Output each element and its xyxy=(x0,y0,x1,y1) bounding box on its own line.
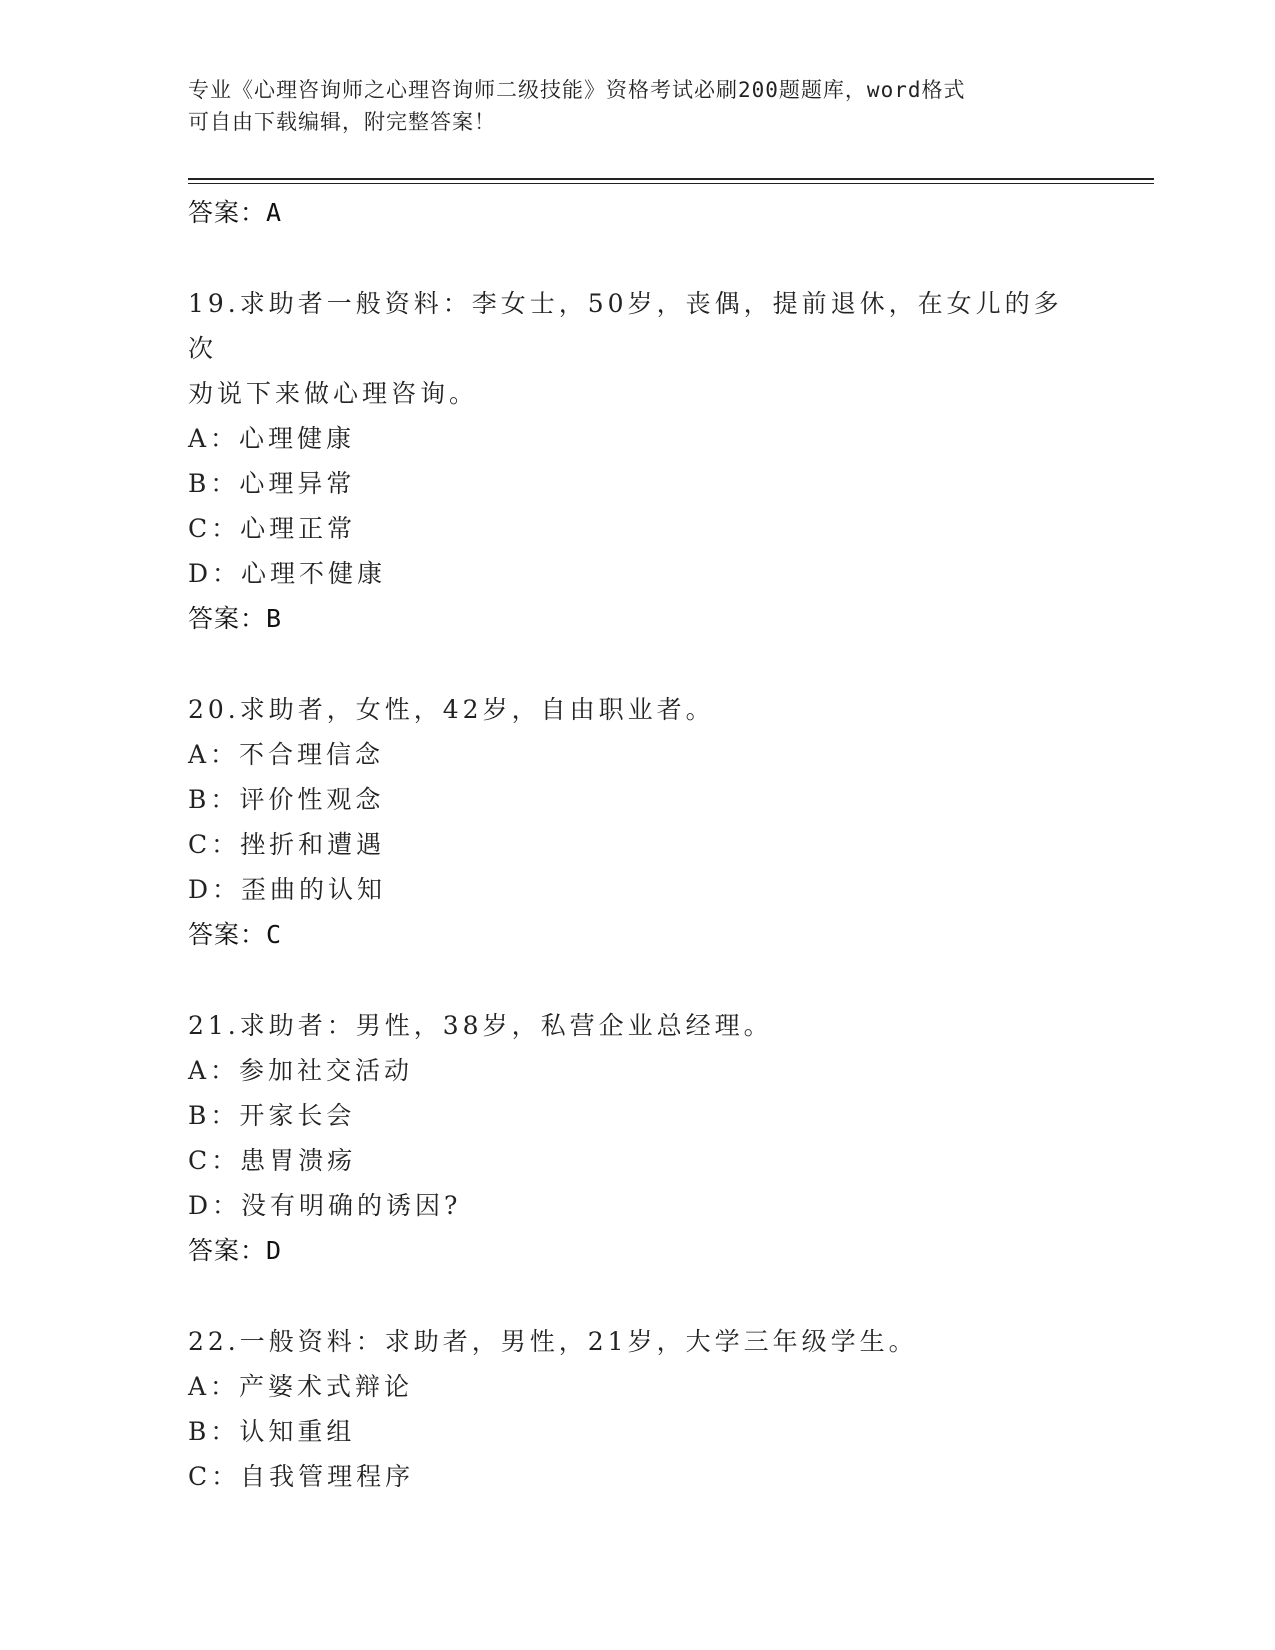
answer-line: 答案：D xyxy=(188,1236,283,1265)
header-line-2: 可自由下载编辑，附完整答案！ xyxy=(188,110,496,134)
header-rule-thick xyxy=(188,178,1154,180)
option-c: C：患胃溃疡 xyxy=(188,1146,357,1175)
answer-line: 答案：C xyxy=(188,920,283,949)
question-text: 19.求助者一般资料：李女士，50岁，丧偶，提前退休，在女儿的多次 xyxy=(188,289,1063,363)
answer-line: 答案：B xyxy=(188,604,283,633)
option-a: A：不合理信念 xyxy=(188,740,385,769)
question-19 xyxy=(188,281,1088,641)
option-c: C：挫折和遭遇 xyxy=(188,830,386,859)
option-d: D：没有明确的诱因? xyxy=(188,1191,462,1220)
option-b: B：认知重组 xyxy=(188,1417,356,1446)
question-text-cont: 劝说下来做心理咨询。 xyxy=(188,379,479,408)
option-a: A：心理健康 xyxy=(188,424,356,453)
option-d: D：心理不健康 xyxy=(188,559,387,588)
question-20 xyxy=(188,687,1088,957)
question-text: 20.求助者，女性，42岁，自由职业者。 xyxy=(188,695,715,724)
option-c: C：心理正常 xyxy=(188,514,357,543)
option-b: B：评价性观念 xyxy=(188,785,385,814)
question-22 xyxy=(188,1319,1088,1499)
question-list xyxy=(188,190,1088,1499)
option-b: B：开家长会 xyxy=(188,1101,356,1130)
question-21 xyxy=(188,1003,1088,1273)
question-text: 21.求助者：男性，38岁，私营企业总经理。 xyxy=(188,1011,773,1040)
page-header xyxy=(188,74,1088,138)
answer-line: 答案：A xyxy=(188,198,283,227)
question-text: 22.一般资料：求助者，男性，21岁，大学三年级学生。 xyxy=(188,1327,918,1356)
header-rule-thin xyxy=(188,183,1154,184)
option-c: C：自我管理程序 xyxy=(188,1462,415,1491)
option-d: D：歪曲的认知 xyxy=(188,875,387,904)
header-line-1: 专业《心理咨询师之心理咨询师二级技能》资格考试必刷200题题库，word格式 xyxy=(188,78,966,102)
option-b: B：心理异常 xyxy=(188,469,356,498)
option-a: A：参加社交活动 xyxy=(188,1056,414,1085)
option-a: A：产婆术式辩论 xyxy=(188,1372,414,1401)
